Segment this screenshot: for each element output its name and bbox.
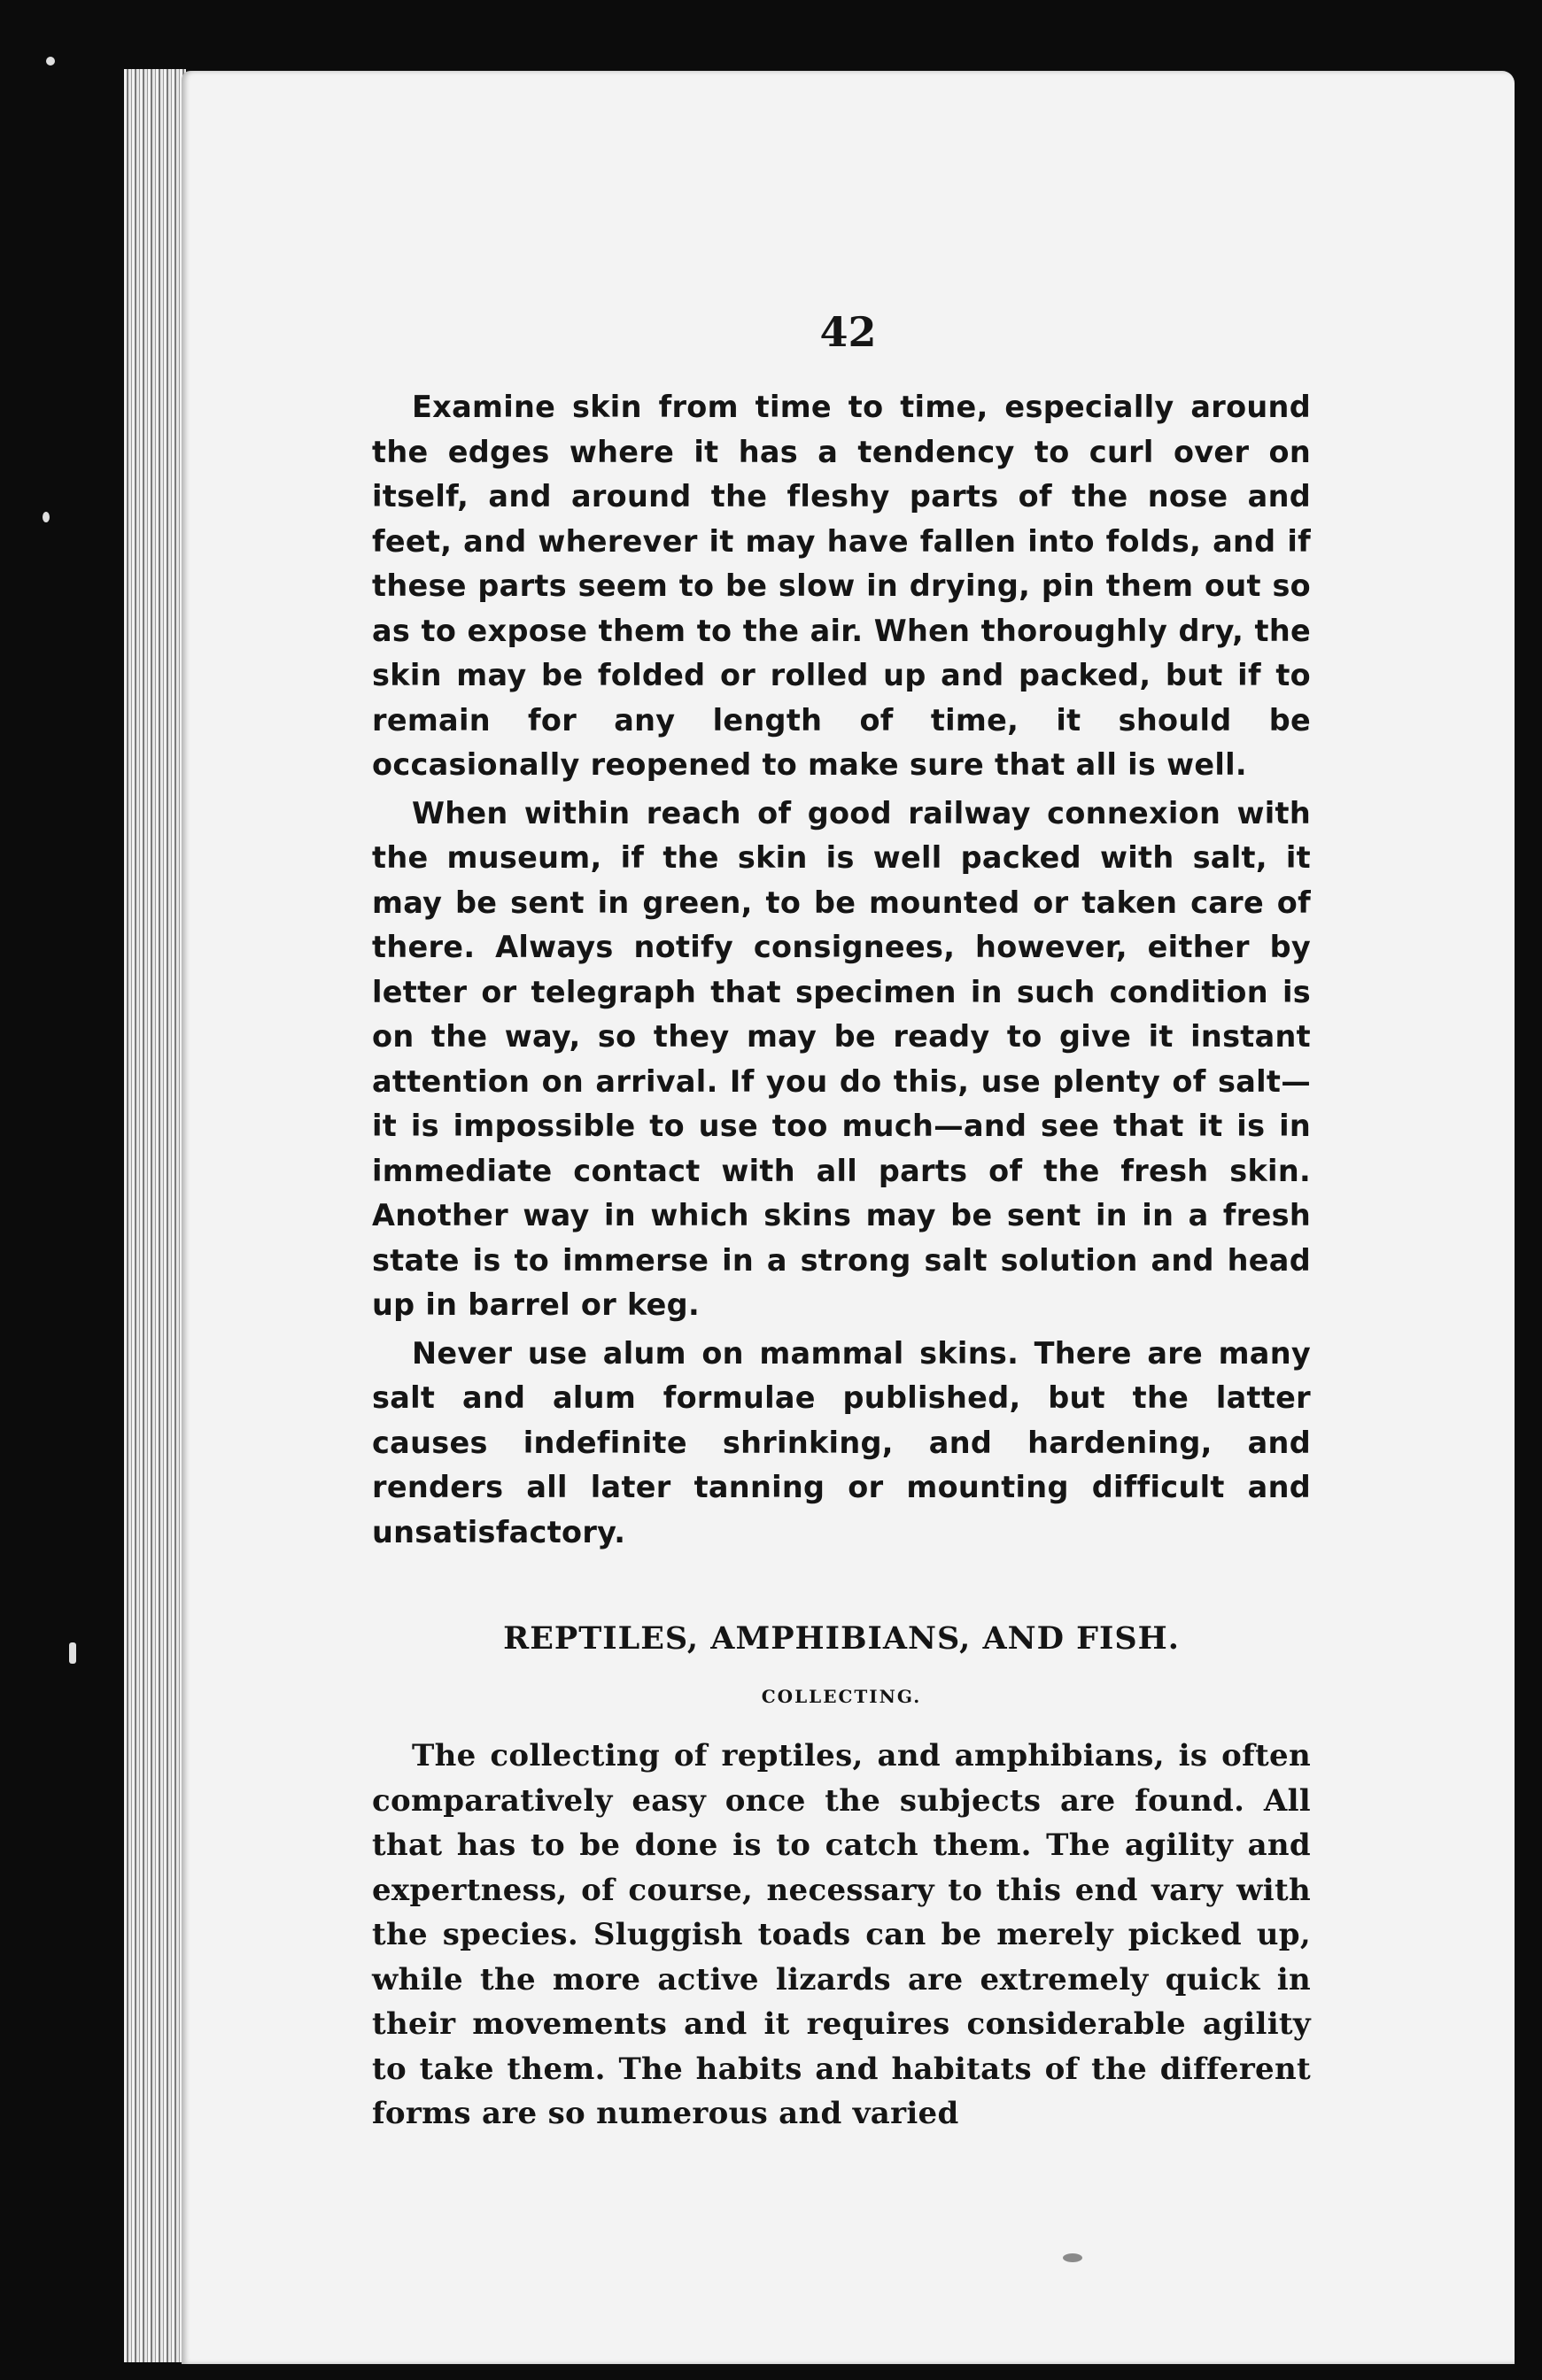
scan-smudge: [1063, 2253, 1082, 2262]
page-stack-edges: [124, 69, 186, 2362]
page-body: [372, 385, 1311, 2137]
section-heading: REPTILES, AMPHIBIANS, AND FISH.: [503, 1620, 1180, 1657]
subsection-heading: COLLECTING.: [761, 1686, 922, 1707]
scan-speck: [69, 1642, 76, 1664]
paragraph-shipping-green: When within reach of good railway connexion with the museum, if the skin is well packed with salt, it may be sent in green, to be mounted or taken care of there. Always notify consignees, however, either by letter or telegraph that specimen in such condition is on the way, so they may be ready to give it instant attention on arrival. If you do this, use plenty of salt—it is impossible to use too much—and see that it is in immediate contact with all parts of the fresh skin. Another way in which skins may be sent in in a fresh state is to immerse in a strong salt solution and head up in barrel or keg.: [372, 795, 1311, 1322]
scan-speck: [46, 57, 55, 66]
paragraph-collecting: The collecting of reptiles, and amphibians, is often comparatively easy once the subjects are found. All that has to be done is to catch them. The agility and expertness, of course, necessary to this end vary with the species. Sluggish toads can be merely picked up, while the more active lizards are extremely quick in their movements and it requires considerable agility to take them. The habits and habitats of the different forms are so numerous and varied: [372, 1738, 1311, 2131]
page-number: 42: [819, 308, 877, 356]
paragraph-drying-skin: Examine skin from time to time, especially around the edges where it has a tendency to curl over on itself, and around the fleshy parts of the nose and feet, and wherever it may have fallen into folds, and if these parts seem to be slow in drying, pin them out so as to expose them to the air. When thoroughly dry, the skin may be folded or rolled up and packed, but if to remain for any length of time, it should be occasionally reopened to make sure that all is well.: [372, 390, 1311, 782]
scan-speck: [43, 512, 50, 522]
paragraph-alum-warning: Never use alum on mammal skins. There are many salt and alum formulae published, but the latter causes indefinite shrinking, and hardening, and renders all later tanning or mounting difficult and unsatisfactory.: [372, 1335, 1311, 1549]
book-page: [182, 71, 1515, 2364]
